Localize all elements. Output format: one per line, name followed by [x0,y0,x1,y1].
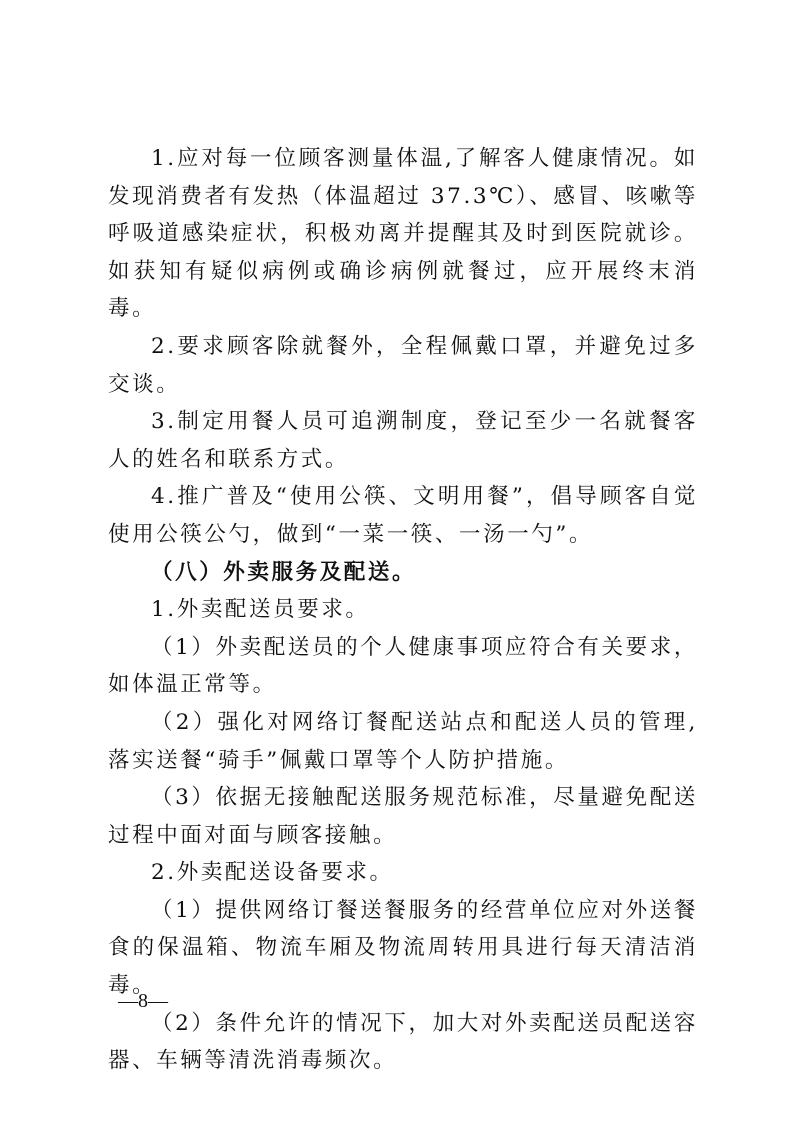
page-number: —8— [118,990,168,1012]
paragraph-1: 1.应对每一位顾客测量体温,了解客人健康情况。如发现消费者有发热（体温超过 37.3℃）、感冒、咳嗽等呼吸道感染症状，积极劝离并提醒其及时到医院就诊。如获知有疑似病例或确诊病例就餐过，应开展终末消毒。 [108,146,698,322]
paragraph-11: （1）提供网络订餐送餐服务的经营单位应对外送餐食的保温箱、物流车厢及物流周转用具进行每天清洁消毒。 [108,897,698,999]
paragraph-9: （3）依据无接触配送服务规范标准，尽量避免配送过程中面对面与顾客接触。 [108,785,698,848]
paragraph-4: 4.推广普及“使用公筷、文明用餐”，倡导顾客自觉使用公筷公勺，做到“一菜一筷、一汤一勺”。 [108,484,698,547]
section-heading: （八）外卖服务及配送。 [151,559,417,585]
paragraph-2: 2.要求顾客除就餐外，全程佩戴口罩，并避免过多交谈。 [108,333,698,397]
paragraph-12: （2）条件允许的情况下，加大对外卖配送员配送容器、车辆等清洗消毒频次。 [108,1010,698,1074]
paragraph-3: 3.制定用餐人员可追溯制度，登记至少一名就餐客人的姓名和联系方式。 [108,409,698,472]
paragraph-6: 1.外卖配送员要求。 [151,597,370,623]
paragraph-7: （1）外卖配送员的个人健康事项应符合有关要求，如体温正常等。 [108,634,698,698]
paragraph-10: 2.外卖配送设备要求。 [151,860,394,886]
paragraph-8: （2）强化对网络订餐配送站点和配送人员的管理,落实送餐“骑手”佩戴口罩等个人防护措施。 [108,709,698,773]
body-text [108,140,698,1080]
